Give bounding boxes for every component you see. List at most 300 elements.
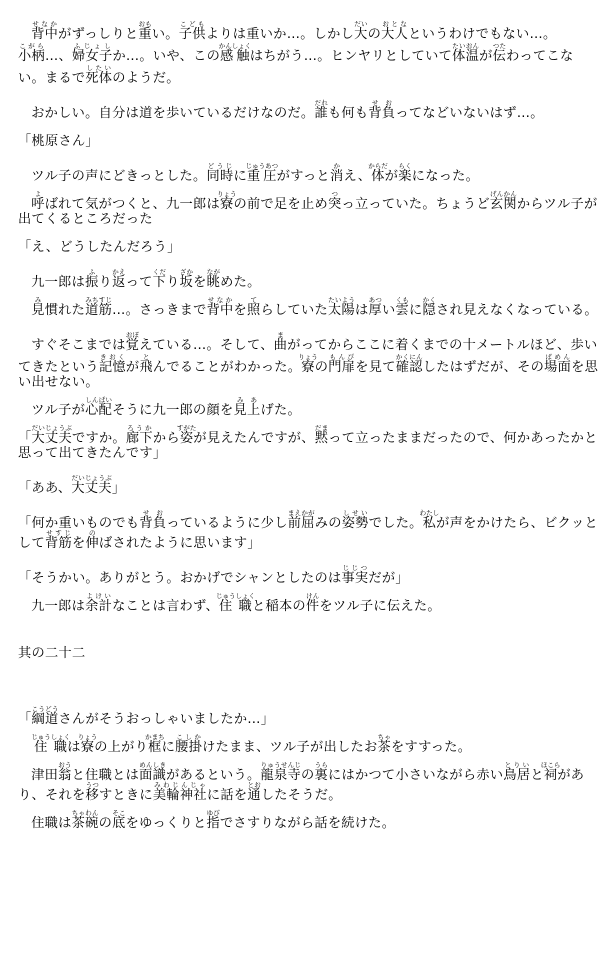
text-run: っ立っていた。ちょうど <box>341 197 490 212</box>
ruby-base: 大丈夫 <box>31 431 72 446</box>
ruby-base: 鳥居 <box>503 768 531 783</box>
ruby-word <box>341 509 369 531</box>
ruby-base: 体温 <box>452 49 480 64</box>
ruby-base: 背負 <box>139 516 167 531</box>
ruby-base: 返 <box>112 275 126 290</box>
text-run: というわけでもない…。 <box>408 27 557 42</box>
ruby-base: 翁 <box>58 768 72 783</box>
ruby-base: 茶碗 <box>71 816 99 831</box>
ruby-base: 婦女子 <box>71 49 113 64</box>
text-run: すときに <box>98 788 153 803</box>
text-run: は <box>67 740 81 755</box>
ruby-base: 確認 <box>395 360 423 375</box>
body-text-part1 <box>18 0 599 614</box>
ruby-base: 住職 <box>215 599 255 614</box>
ruby-reading: み <box>31 296 45 304</box>
ruby-reading: ほこら <box>540 761 561 769</box>
text-run: 」 <box>111 481 126 496</box>
ruby-base: 曲 <box>273 338 288 353</box>
text-run: から <box>152 431 180 446</box>
paragraph <box>18 268 599 290</box>
ruby-reading: ざか <box>179 268 194 276</box>
ruby-word <box>71 42 113 64</box>
ruby-base: 見上 <box>233 403 261 418</box>
text-run: んでることがわかった。 <box>152 360 302 375</box>
text-run: 「 <box>18 712 32 727</box>
ruby-base: 突 <box>327 197 342 212</box>
paragraph <box>18 509 599 551</box>
paragraph <box>18 733 599 755</box>
ruby-base: 同時 <box>206 169 234 184</box>
text-run: わってこない。まるで <box>18 49 574 86</box>
ruby-word <box>368 99 396 121</box>
ruby-base: 美輪神社 <box>152 788 207 803</box>
ruby-reading: ちゃわん <box>71 809 99 817</box>
ruby-reading: じゅうあつ <box>245 162 279 170</box>
ruby-base: 裏 <box>314 768 328 783</box>
text-run: 「何か重いものでも <box>18 516 140 531</box>
ruby-base: 大人 <box>381 27 409 42</box>
text-run: って立ったままだったので、何かあったかと思って出てきたんです」 <box>18 431 598 461</box>
ruby-base: 体 <box>368 169 388 184</box>
ruby-word <box>260 761 301 783</box>
ruby-word <box>71 809 99 831</box>
paragraph <box>18 240 599 255</box>
text-run: と稲本の <box>251 599 306 614</box>
ruby-word <box>341 564 369 586</box>
ruby-base: 誰 <box>314 106 328 121</box>
ruby-word <box>368 296 382 318</box>
ruby-word <box>354 20 368 42</box>
ruby-base: 寮 <box>77 740 98 755</box>
ruby-word <box>395 296 409 318</box>
ruby-base: 綱道 <box>31 712 59 727</box>
ruby-reading: の <box>85 529 99 537</box>
ruby-word <box>503 761 531 783</box>
text-run: 九一郎は <box>31 275 86 290</box>
ruby-word <box>233 396 261 418</box>
ruby-reading: おう <box>58 761 72 769</box>
ruby-word <box>112 809 126 831</box>
ruby-word <box>179 268 194 290</box>
ruby-reading: わたし <box>419 509 440 517</box>
text-run: が <box>384 169 399 184</box>
ruby-reading: くだ <box>152 268 167 276</box>
ruby-word <box>206 296 234 318</box>
ruby-word <box>85 296 113 318</box>
ruby-base: 背中 <box>31 27 59 42</box>
text-run: でした。 <box>368 516 423 531</box>
ruby-word <box>452 42 480 64</box>
text-run: の <box>98 816 113 831</box>
ruby-word <box>287 509 315 531</box>
ruby-word <box>422 296 436 318</box>
ruby-base: 感触 <box>218 49 252 64</box>
ruby-base: 心配 <box>85 403 113 418</box>
ruby-word <box>377 733 391 755</box>
ruby-reading: こども <box>178 20 206 28</box>
text-run: に <box>408 303 423 318</box>
paragraph <box>18 396 599 418</box>
ruby-reading: みちすじ <box>85 296 113 304</box>
text-run: をツル子に伝えた。 <box>319 599 441 614</box>
paragraph <box>18 296 599 318</box>
ruby-reading: うら <box>314 761 328 769</box>
text-run: ってなどいないはず…。 <box>395 106 544 121</box>
ruby-reading: ばめん <box>544 353 572 361</box>
ruby-reading: こうどう <box>31 705 59 713</box>
ruby-word <box>206 162 234 184</box>
ruby-reading: だい <box>354 20 368 28</box>
ruby-base: 背負 <box>368 106 396 121</box>
text-run: したはずだが、その <box>422 360 545 375</box>
ruby-base: 照 <box>247 303 261 318</box>
ruby-base: 前屈 <box>287 516 315 531</box>
ruby-base: 茶 <box>377 740 391 755</box>
ruby-base: 死体 <box>85 71 113 86</box>
text-run: をすすった。 <box>390 740 472 755</box>
ruby-word <box>178 20 206 42</box>
paragraph <box>18 564 599 586</box>
text-run: があるという。 <box>166 768 261 783</box>
ruby-base: 伸 <box>85 536 99 551</box>
ruby-reading: らく <box>398 162 412 170</box>
paragraph <box>18 190 599 227</box>
text-run: の上がり <box>94 740 149 755</box>
text-run: すぐそこまでは <box>31 338 126 353</box>
text-run: …。さっきまで <box>112 303 207 318</box>
ruby-reading: みわじんじゃ <box>152 781 207 789</box>
text-run: になった。 <box>411 169 480 184</box>
ruby-base: 厚 <box>368 303 382 318</box>
ruby-word <box>492 42 507 64</box>
ruby-word <box>152 781 207 803</box>
text-run: い。 <box>151 27 179 42</box>
ruby-base: 姿勢 <box>341 516 369 531</box>
ruby-word <box>489 190 517 212</box>
ruby-word <box>31 190 45 212</box>
ruby-base: 記憶 <box>98 360 126 375</box>
ruby-base: 隠 <box>422 303 436 318</box>
text-run: も何も <box>327 106 369 121</box>
ruby-base: 楽 <box>398 169 412 184</box>
ruby-reading: かんしょく <box>218 42 252 50</box>
ruby-base: 寮 <box>217 197 237 212</box>
paragraph <box>18 705 599 727</box>
text-run: そうに九一郎の顔を <box>112 403 234 418</box>
text-run: え、 <box>343 169 372 184</box>
ruby-reading: と <box>139 353 153 361</box>
ruby-reading: こしか <box>175 733 203 741</box>
ruby-base: 大 <box>354 27 368 42</box>
text-run: 住職は <box>31 816 72 831</box>
ruby-base: 眺 <box>206 275 221 290</box>
paragraph <box>18 20 599 86</box>
ruby-reading: か <box>329 162 344 170</box>
ruby-reading: たいおん <box>452 42 480 50</box>
ruby-word <box>125 424 153 446</box>
ruby-word <box>85 268 99 290</box>
paragraph <box>18 134 599 149</box>
text-run: 「え、どうしたんだろう」 <box>18 240 181 255</box>
ruby-reading: かく <box>422 296 436 304</box>
text-run: したそうだ。 <box>260 788 342 803</box>
ruby-reading: みあ <box>233 396 261 404</box>
ruby-word <box>112 268 126 290</box>
text-run: と <box>530 768 544 783</box>
ruby-word <box>217 190 237 212</box>
ruby-word <box>31 296 45 318</box>
ruby-reading: しせい <box>341 509 369 517</box>
ruby-reading: かくにん <box>395 353 423 361</box>
ruby-word <box>305 592 320 614</box>
text-run: に <box>161 740 176 755</box>
text-run: され見えなくなっている。 <box>435 303 598 318</box>
text-run: い <box>381 303 396 318</box>
ruby-reading: げんかん <box>489 190 517 198</box>
ruby-base: 事実 <box>341 571 369 586</box>
ruby-reading: りょう <box>217 190 237 198</box>
ruby-reading: かえ <box>112 268 126 276</box>
text-run: が見えたんですが、 <box>193 431 315 446</box>
text-run: 慣れた <box>44 303 86 318</box>
text-run: が <box>125 360 140 375</box>
ruby-reading: じゅうしょく <box>31 733 71 741</box>
ruby-word <box>314 761 328 783</box>
ruby-reading: くも <box>395 296 409 304</box>
text-run: を <box>233 303 248 318</box>
ruby-base: 面識 <box>139 768 167 783</box>
ruby-reading: めんしき <box>139 761 167 769</box>
text-run: っているように少し <box>166 516 288 531</box>
ruby-reading: おとな <box>381 20 409 28</box>
text-run: か…。いや、この <box>112 49 221 64</box>
ruby-reading: ふ <box>85 268 99 276</box>
ruby-word <box>152 268 167 290</box>
ruby-reading: たいよう <box>327 296 355 304</box>
body-text-part2 <box>18 705 599 831</box>
ruby-base: 背中 <box>206 303 234 318</box>
paragraph <box>18 99 599 121</box>
text-run: 「そうかい。ありがとう。おかげでシャンとしたのは <box>18 571 342 586</box>
ruby-word <box>544 353 572 375</box>
ruby-word <box>85 529 99 551</box>
ruby-base: 姿 <box>176 431 197 446</box>
ruby-reading: せお <box>368 99 396 107</box>
ruby-base: 龍泉寺 <box>260 768 301 783</box>
text-run: の <box>300 768 315 783</box>
ruby-word <box>77 733 98 755</box>
ruby-reading: りょう <box>298 353 318 361</box>
ruby-reading: せお <box>139 509 167 517</box>
ruby-base: 腰掛 <box>175 740 203 755</box>
text-run: を思い出せない。 <box>18 360 599 390</box>
ruby-word <box>327 296 355 318</box>
paragraph <box>18 424 599 461</box>
ruby-word <box>247 296 261 318</box>
ruby-base: 重 <box>138 27 152 42</box>
text-run: なことは言わず、 <box>112 599 219 614</box>
ruby-base: 框 <box>145 740 165 755</box>
text-run: をゆっくりと <box>125 816 207 831</box>
ruby-word <box>138 20 152 42</box>
ruby-reading: おも <box>138 20 152 28</box>
text-run: にはかつて小さいながら赤い <box>327 768 504 783</box>
text-run: 九一郎は <box>31 599 86 614</box>
ruby-word <box>540 761 561 783</box>
ruby-base: 玄関 <box>489 197 517 212</box>
ruby-word <box>71 474 112 496</box>
ruby-reading: からだ <box>368 162 388 170</box>
ruby-reading: せなか <box>206 296 234 304</box>
text-run: って <box>125 275 153 290</box>
text-run: ばされたように思います」 <box>98 536 261 551</box>
ruby-base: 私 <box>419 516 440 531</box>
ruby-word <box>368 162 388 184</box>
ruby-word <box>98 353 126 375</box>
text-run: みの <box>314 516 342 531</box>
ruby-base: 移 <box>85 788 99 803</box>
ruby-word <box>139 353 153 375</box>
text-run: けたまま、ツル子が出したお <box>202 740 378 755</box>
ruby-base: 雲 <box>395 303 409 318</box>
ruby-word <box>298 353 318 375</box>
ruby-word <box>85 781 99 803</box>
ruby-reading: つ <box>327 190 342 198</box>
ruby-reading: そこ <box>112 809 126 817</box>
text-run: …、 <box>44 49 72 64</box>
ruby-word <box>273 331 288 353</box>
ruby-base: 飛 <box>139 360 153 375</box>
ruby-reading: りゅうせんじ <box>260 761 301 769</box>
text-run: を <box>193 275 207 290</box>
text-run: 津田 <box>31 768 59 783</box>
ruby-word <box>329 162 344 184</box>
ruby-reading: ふじょし <box>71 42 113 50</box>
ruby-base: 下 <box>152 275 167 290</box>
text-run: の <box>314 360 329 375</box>
ruby-reading: とお <box>247 781 261 789</box>
ruby-base: 道筋 <box>85 303 113 318</box>
text-run: ツル子の声にどきっとした。 <box>31 169 207 184</box>
text-run: ツル子が <box>31 403 86 418</box>
ruby-base: 坂 <box>179 275 194 290</box>
ruby-base: 覚 <box>125 338 140 353</box>
ruby-word <box>58 761 72 783</box>
ruby-reading: て <box>247 296 261 304</box>
ruby-base: 重圧 <box>245 169 279 184</box>
ruby-word <box>206 268 221 290</box>
ruby-reading: せすじ <box>44 529 72 537</box>
ruby-word <box>176 424 197 446</box>
text-run: は <box>354 303 369 318</box>
ruby-reading: したい <box>85 64 113 72</box>
text-run: を見て <box>355 360 396 375</box>
text-run: らしていた <box>260 303 328 318</box>
ruby-word <box>398 162 412 184</box>
ruby-reading: とりい <box>503 761 531 769</box>
text-run: の前で足を止め <box>233 197 328 212</box>
ruby-reading: よ <box>31 190 45 198</box>
ruby-reading: けん <box>305 592 320 600</box>
paragraph <box>18 761 599 803</box>
ruby-word <box>145 733 165 755</box>
ruby-word <box>31 705 59 727</box>
ruby-base: 場面 <box>544 360 572 375</box>
ruby-word <box>245 162 279 184</box>
ruby-reading: だいじょうぶ <box>71 474 112 482</box>
text-run: が声をかけたら、ビクッとして <box>18 516 599 551</box>
ruby-word <box>327 190 342 212</box>
ruby-base: 小柄 <box>18 49 45 64</box>
paragraph <box>18 809 599 831</box>
ruby-word <box>175 733 203 755</box>
text-run: だが」 <box>368 571 409 586</box>
ruby-word <box>381 20 409 42</box>
ruby-word <box>31 424 72 446</box>
ruby-base: 祠 <box>540 768 561 783</box>
ruby-base: 呼 <box>31 197 45 212</box>
text-run: めた。 <box>220 275 261 290</box>
ruby-reading: ゆび <box>206 809 220 817</box>
ruby-word <box>85 64 113 86</box>
ruby-reading: よけい <box>85 592 113 600</box>
ruby-word <box>215 592 255 614</box>
text-run: を <box>71 536 86 551</box>
text-run: の <box>367 27 382 42</box>
ruby-reading: だま <box>314 424 329 432</box>
ruby-base: 廊下 <box>125 431 153 446</box>
paragraph <box>18 331 599 390</box>
ruby-reading: かまち <box>145 733 165 741</box>
ruby-word <box>18 42 45 64</box>
ruby-reading: りょう <box>77 733 98 741</box>
ruby-reading: あつ <box>368 296 382 304</box>
text-run: げた。 <box>260 403 301 418</box>
ruby-word <box>44 529 72 551</box>
ruby-reading: だいじょうぶ <box>31 424 72 432</box>
ruby-word <box>314 99 328 121</box>
ruby-word <box>139 509 167 531</box>
text-run: からツル子が出てくるところだった <box>18 197 598 227</box>
ruby-reading: うつ <box>85 781 99 789</box>
ruby-reading: すがた <box>176 424 197 432</box>
ruby-base: 底 <box>112 816 126 831</box>
ruby-word <box>395 353 423 375</box>
ruby-base: 見 <box>31 303 45 318</box>
ruby-base: 余計 <box>85 599 113 614</box>
text-run: 「桃原さん」 <box>18 134 99 149</box>
ruby-base: 子供 <box>178 27 206 42</box>
ruby-reading: まえかが <box>287 509 315 517</box>
ruby-base: 太陽 <box>327 303 355 318</box>
ruby-base: 門扉 <box>328 360 356 375</box>
text-run: が <box>479 49 493 64</box>
ruby-base: 振 <box>85 275 99 290</box>
ruby-base: 背筋 <box>44 536 72 551</box>
ruby-reading: しんぱい <box>85 396 113 404</box>
ruby-reading: じゅうしょく <box>215 592 255 600</box>
text-run: よりは重いか…。しかし <box>205 27 355 42</box>
text-run: り <box>98 275 113 290</box>
ruby-reading: なが <box>206 268 221 276</box>
ruby-word <box>31 733 71 755</box>
ruby-reading: きおく <box>98 353 126 361</box>
text-run: おかしい。自分は道を歩いているだけなのだ。 <box>31 106 315 121</box>
ruby-reading: もんぴ <box>328 353 356 361</box>
text-run: ですか。 <box>71 431 126 446</box>
ruby-base: 大丈夫 <box>71 481 112 496</box>
